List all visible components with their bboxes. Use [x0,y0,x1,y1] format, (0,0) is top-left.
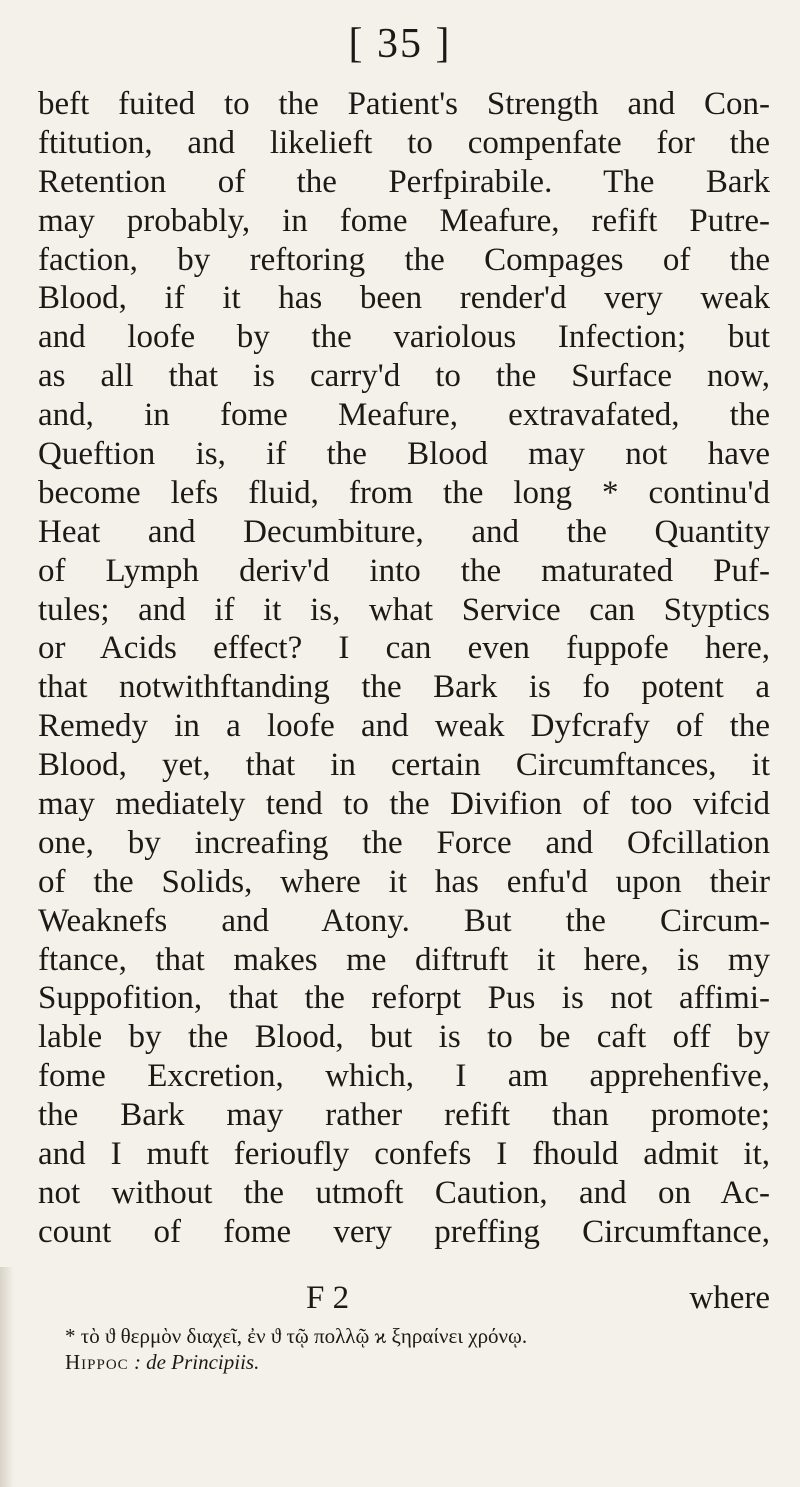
catchword: where [689,1280,770,1316]
text-line: Suppofition, that the reforpt Pus is not affimi- [38,980,770,1017]
text-line: lable by the Blood, but is to be caft off by [38,1019,770,1056]
binding-shadow [0,1267,14,1487]
text-line: may mediately tend to the Divifion of too vifcid [38,786,770,823]
footnote [65,1323,765,1375]
main-text [38,85,770,1252]
footnote-source [65,1349,765,1375]
footnote-author: Hippoc [65,1350,129,1374]
text-line: one, by increafing the Force and Ofcillation [38,824,770,861]
text-line: ftitution, and likelieft to compenfate for the [38,124,770,161]
text-line: Queftion is, if the Blood may not have [38,436,770,473]
text-line: faction, by reftoring the Compages of the [38,241,770,278]
text-line: of the Solids, where it has enfu'd upon their [38,863,770,900]
text-line: Blood, if it has been render'd very weak [38,280,770,317]
text-line: fome Excretion, which, I am apprehenfive, [38,1058,770,1095]
text-line: Remedy in a loofe and weak Dyfcrafy of the [38,708,770,745]
text-line: Retention of the Perfpirabile. The Bark [38,163,770,200]
text-line: of Lymph deriv'd into the maturated Puf- [38,552,770,589]
text-line: and loofe by the variolous Infection; but [38,319,770,356]
text-line: as all that is carry'd to the Surface now, [38,358,770,395]
text-line: tules; and if it is, what Service can Styptics [38,591,770,628]
text-line: ftance, that makes me diftruft it here, is my [38,941,770,978]
text-line: and, in fome Meafure, extravafated, the [38,397,770,434]
page-number: [ 35 ] [348,21,452,67]
text-line: that notwithftanding the Bark is fo potent a [38,669,770,706]
text-line: or Acids effect? I can even fuppofe here, [38,630,770,667]
footnote-greek: * τὸ ϑ θερμὸν διαχεῖ, ἐν ϑ τῷ πολλῷ ϰ ξηραίνει χρόνῳ. [65,1324,528,1348]
text-line: the Bark may rather refift than promote; [38,1097,770,1134]
text-line: not without the utmoft Caution, and on Ac- [38,1174,770,1211]
text-line: become lefs fluid, from the long * continu'd [38,474,770,511]
text-line: beft fuited to the Patient's Strength and Con- [38,86,770,122]
text-line: Blood, yet, that in certain Circumftances, it [38,747,770,784]
text-line: Weaknefs and Atony. But the Circum- [38,902,770,939]
text-line: may probably, in fome Meafure, refift Putre- [38,202,770,239]
signature-line [38,1280,770,1320]
text-line: count of fome very preffing Circumftance, [38,1213,770,1250]
footnote-work: : de Principiis. [133,1350,260,1374]
text-line: and I muft ferioufly confefs I fhould admit it, [38,1136,770,1173]
signature-mark: F 2 [306,1280,350,1316]
text-line: Heat and Decumbiture, and the Quantity [38,513,770,550]
